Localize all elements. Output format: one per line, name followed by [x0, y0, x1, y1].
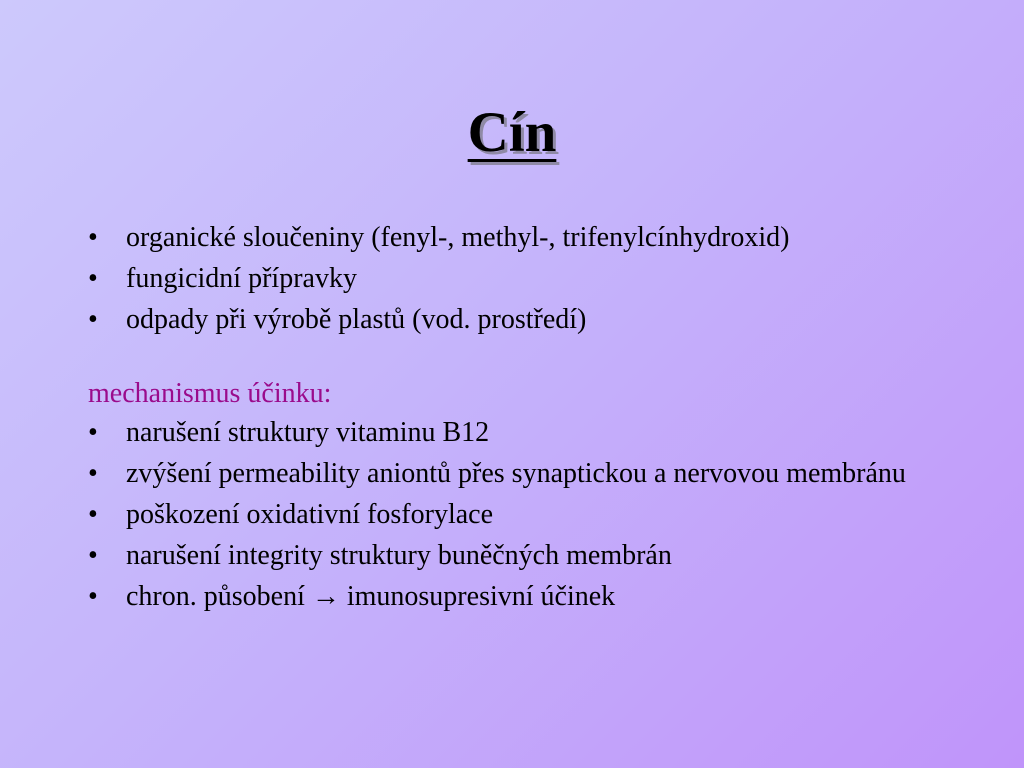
bullet-list-mechanism [88, 417, 968, 613]
bullet-icon: • [88, 499, 98, 530]
list-item-text: poškození oxidativní fosforylace [126, 499, 494, 530]
list-item-text: odpady při výrobě plastů (vod. prostředí) [126, 304, 587, 335]
list-item [88, 222, 968, 254]
bullet-icon: • [88, 458, 98, 489]
list-item [88, 499, 968, 531]
list-item [88, 581, 968, 613]
list-item-text: narušení integrity struktury buněčných membrán [126, 540, 672, 571]
mechanism-heading: mechanismus účinku: [88, 378, 332, 409]
bullet-icon: • [88, 222, 98, 253]
bullet-icon: • [88, 263, 98, 294]
bullet-icon: • [88, 581, 98, 612]
bullet-list-sources [88, 222, 968, 336]
list-item-text: narušení struktury vitaminu B12 [126, 417, 490, 448]
list-item [88, 458, 968, 490]
list-item-text: fungicidní přípravky [126, 263, 357, 294]
slide-title: Cín [467, 101, 557, 164]
spacer [88, 345, 968, 378]
list-item [88, 304, 968, 336]
list-item-text: chron. působení → imunosupresivní účinek [126, 581, 616, 612]
bullet-icon: • [88, 417, 98, 448]
list-item [88, 417, 968, 449]
bullet-icon: • [88, 540, 98, 571]
list-item-text: zvýšení permeability aniontů přes synaptickou a nervovou membránu [126, 458, 906, 489]
list-item [88, 263, 968, 295]
list-item-text: organické sloučeniny (fenyl-, methyl-, trifenylcínhydroxid) [126, 222, 790, 253]
bullet-icon: • [88, 304, 98, 335]
slide-content [88, 222, 968, 622]
list-item [88, 540, 968, 572]
